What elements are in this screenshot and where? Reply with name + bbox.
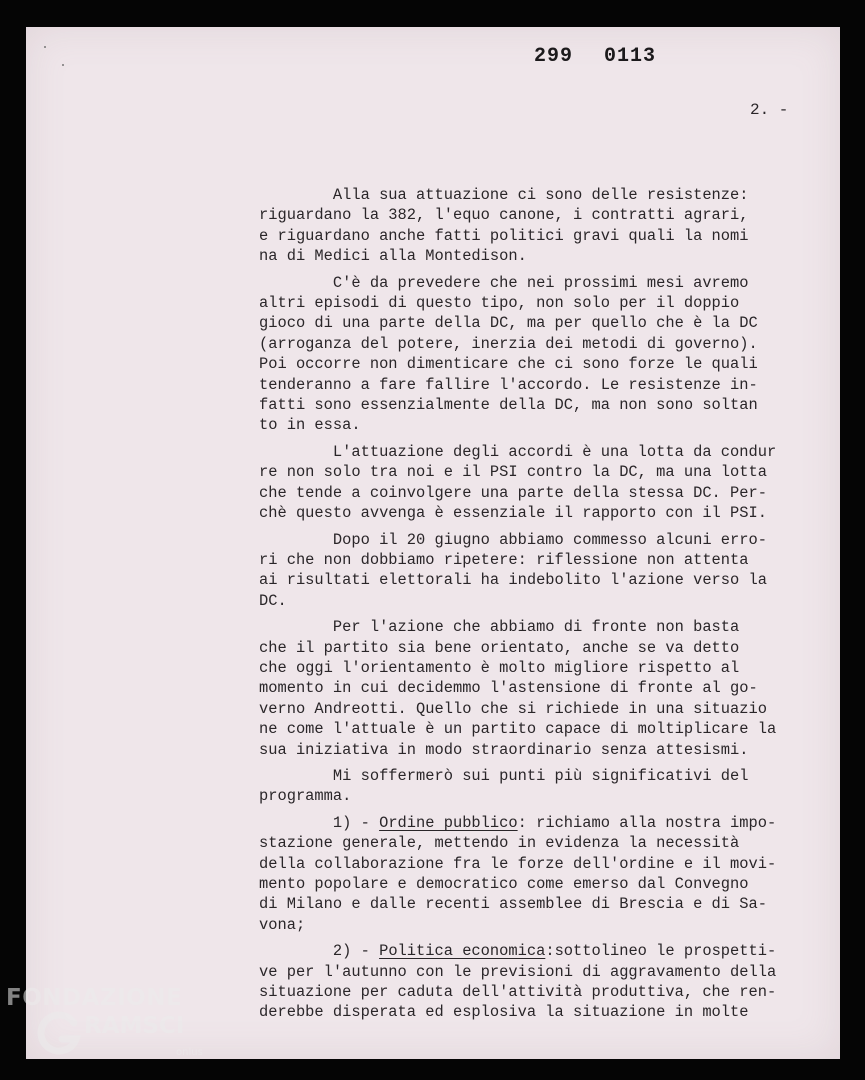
text-line: to in essa. xyxy=(259,416,361,435)
watermark-line-3: onlus xyxy=(176,1047,203,1058)
paragraph xyxy=(259,941,819,1023)
underlined-heading: Politica economica xyxy=(379,942,546,961)
text-line: che tende a coinvolgere una parte della stessa DC. Per- xyxy=(259,483,767,502)
text-line: derebbe disperata ed esplosiva la situazione in molte xyxy=(259,1003,749,1022)
text-line: Per l'azione che abbiamo di fronte non basta xyxy=(259,618,740,637)
paragraph xyxy=(259,766,819,807)
text-line: (arroganza del potere, inerzia dei metodi di governo). xyxy=(259,334,758,353)
text-line: tenderanno a fare fallire l'accordo. Le resistenze in- xyxy=(259,375,758,394)
typewritten-body xyxy=(259,185,819,1029)
text-line: re non solo tra noi e il PSI contro la DC, ma una lotta xyxy=(259,463,767,482)
text-line: L'attuazione degli accordi è una lotta da condur xyxy=(259,442,777,461)
text-line: mento popolare e democratico come emerso dal Convegno xyxy=(259,875,749,893)
paragraph xyxy=(259,530,819,612)
watermark-line-2: RAMSCI xyxy=(84,1013,185,1039)
text-line: altri episodi di questo tipo, non solo per il doppio xyxy=(259,294,740,313)
text-line: ne come l'attuale è un partito capace di moltiplicare la xyxy=(259,720,777,739)
g-swirl-icon xyxy=(36,1009,84,1057)
text-line: Poi occorre non dimenticare che ci sono forze le quali xyxy=(259,355,758,374)
text-line: e riguardano anche fatti politici gravi quali la nomi xyxy=(259,226,749,245)
archive-stamp-number-right: 0113 xyxy=(604,45,657,68)
text-line: di Milano e dalle recenti assemblee di Brescia e di Sa- xyxy=(259,895,767,914)
text-line: della collaborazione fra le forze dell'ordine e il movi- xyxy=(259,854,777,873)
text-line: Dopo il 20 giugno abbiamo commesso alcuni erro- xyxy=(259,530,767,549)
text-line: sua iniziativa in modo straordinario senza attesismi. xyxy=(259,740,749,759)
text-line: che oggi l'orientamento è molto migliore rispetto al xyxy=(259,658,740,677)
paper-speck xyxy=(62,64,64,66)
text-line: vona; xyxy=(259,915,306,934)
paragraph xyxy=(259,273,819,436)
archive-stamp-number-left: 299 xyxy=(534,45,574,68)
watermark-line-1: FONDAZIONE xyxy=(6,985,183,1011)
text-line: chè questo avvenga è essenziale il rapporto con il PSI. xyxy=(259,504,767,523)
text-line: programma. xyxy=(259,787,352,806)
text-line: Mi soffermerò sui punti più significativi del xyxy=(259,766,749,785)
text-line: situazione per caduta dell'attività produttiva, che ren- xyxy=(259,983,777,1002)
text-line: riguardano la 382, l'equo canone, i contratti agrari, xyxy=(259,206,749,225)
paragraph xyxy=(259,185,819,267)
text-line: ai risultati elettorali ha indebolito l'azione verso la xyxy=(259,571,767,590)
underlined-heading: Ordine pubblico xyxy=(379,813,518,832)
text-line: Alla sua attuazione ci sono delle resistenze: xyxy=(259,186,749,204)
text-line: stazione generale, mettendo in evidenza la necessità xyxy=(259,834,740,853)
text-line: che il partito sia bene orientato, anche se va detto xyxy=(259,638,740,657)
text-line: fatti sono essenzialmente della DC, ma non sono soltan xyxy=(259,396,758,415)
text-line: 1) - Ordine pubblico: richiamo alla nostra impo- xyxy=(259,813,777,832)
text-line: verno Andreotti. Quello che si richiede in una situazio xyxy=(259,699,767,718)
text-line: C'è da prevedere che nei prossimi mesi avremo xyxy=(259,273,749,292)
text-line: DC. xyxy=(259,591,287,610)
text-line: gioco di una parte della DC, ma per quello che è la DC xyxy=(259,314,758,333)
page-number: 2. - xyxy=(750,101,789,119)
text-line: 2) - Politica economica:sottolineo le prospetti- xyxy=(259,942,777,961)
text-line: ve per l'autunno con le previsioni di aggravamento della xyxy=(259,962,777,981)
text-line: ri che non dobbiamo ripetere: riflessione non attenta xyxy=(259,550,749,569)
paragraph xyxy=(259,617,819,760)
text-line: momento in cui decidemmo l'astensione di fronte al go- xyxy=(259,679,758,698)
paper-sheet xyxy=(26,27,840,1059)
paper-speck xyxy=(44,46,46,48)
text-line: na di Medici alla Montedison. xyxy=(259,247,527,266)
paragraph xyxy=(259,813,819,935)
paragraph xyxy=(259,442,819,524)
